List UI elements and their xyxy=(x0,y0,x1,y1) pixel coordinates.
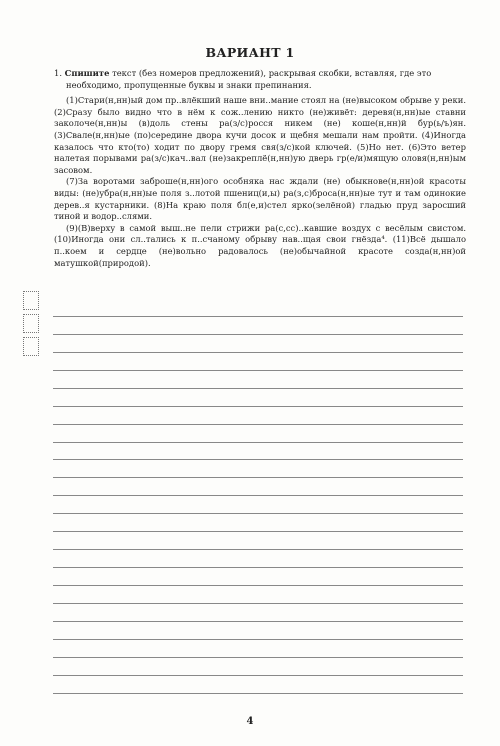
text-paragraph-3: (9)(В)верху в самой выш..не пели стрижи ра(с,сс)..кавшие воздух с весёлым свистом. (10)Иногда они сл..тались к п..счаному обрыву нав..щая свои гнёзда⁴. (11)Всё дышало п..коем и сердце (не)вольно радовалось (не)обычайной красоте созда(н,нн)ой матушкой(природой). xyxy=(54,222,466,268)
score-box xyxy=(23,291,39,310)
page-number: 4 xyxy=(246,716,254,727)
answer-line[interactable] xyxy=(53,371,463,389)
answer-line[interactable] xyxy=(53,658,463,676)
answer-line[interactable] xyxy=(53,443,463,461)
answer-line[interactable] xyxy=(53,514,463,532)
answer-line[interactable] xyxy=(53,299,463,317)
answer-line[interactable] xyxy=(53,586,463,604)
answer-line[interactable] xyxy=(53,496,463,514)
score-box xyxy=(23,337,39,356)
answer-line[interactable] xyxy=(53,407,463,425)
task-number: 1. xyxy=(54,68,62,78)
text-paragraph-1: (1)Стари(н,нн)ый дом пр..влёкший наше вни..мание стоял на (не)высоком обрыве у реки. (2)Сразу было видно что в нём к сож..лению никто (не)живёт: деревя(н,нн)ые ставни заколоче(н,нн)ы (в)доль стены ра(з/с)росся никем (не) коше(н,нн)й бур(ь/ъ)ян. (3)Свале(н,нн)ые (по)середине двора кучи досок и щебня мешали нам пройти. (4)Иногда казалось что кто(то) ходит по двору гремя свя(з/с)кой ключей. (5)Но нет. (6)Это ветер налетая порывами ра(з/с)кач..вал (не)закреплё(н,нн)ую дверь гр(е/и)мящую оловя(н,нн)ым засовом. xyxy=(54,95,466,175)
answer-line[interactable] xyxy=(53,550,463,568)
task-instruction xyxy=(54,68,466,91)
answer-lines xyxy=(53,299,463,694)
score-box xyxy=(23,314,39,333)
score-boxes xyxy=(23,291,43,360)
answer-line[interactable] xyxy=(53,622,463,640)
answer-line[interactable] xyxy=(53,478,463,496)
task-verb: Спишите xyxy=(64,68,110,78)
text-paragraph-2: (7)За воротами заброше(н,нн)ого особняка нас ждали (не) обыкнове(н,нн)ой красоты виды: (не)убра(н,нн)ые поля з..лотой пшениц(и,ы) ра(з,с)броса(н,нн)ые тут и там одинокие дерев..я кустарники. (8)На краю поля бл(е,и)стел ярко(зелёной) гладью пруд заросший тиной и водор..слями. xyxy=(54,176,466,222)
answer-line[interactable] xyxy=(53,604,463,622)
answer-line[interactable] xyxy=(53,317,463,335)
answer-line[interactable] xyxy=(53,335,463,353)
answer-line[interactable] xyxy=(53,353,463,371)
answer-line[interactable] xyxy=(53,532,463,550)
answer-line[interactable] xyxy=(53,676,463,694)
answer-line[interactable] xyxy=(53,568,463,586)
task-1 xyxy=(54,68,466,269)
answer-line[interactable] xyxy=(53,389,463,407)
variant-title: ВАРИАНТ 1 xyxy=(205,45,295,60)
answer-line[interactable] xyxy=(53,425,463,443)
answer-line[interactable] xyxy=(53,640,463,658)
task-instruction-text: текст (без номеров предложений), раскрывая скобки, вставляя, где это необходимо, пропущенные буквы и знаки препинания. xyxy=(66,68,432,90)
answer-line[interactable] xyxy=(53,460,463,478)
